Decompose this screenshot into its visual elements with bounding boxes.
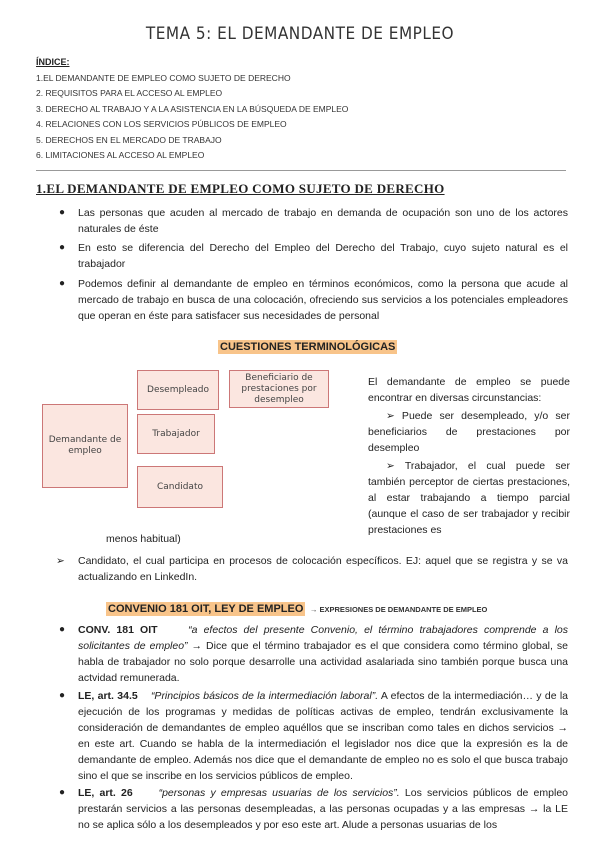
bullet-icon: ● xyxy=(59,690,66,701)
terminology-item: ➢ Trabajador, el cual puede ser también perceptor de ciertas prestaciones, al estar trabajando a tiempo parcial (aunque el caso de ser trabajador y recibir prestaciones es xyxy=(368,460,570,536)
list-item: ● Las personas que acuden al mercado de trabajo en demanda de ocupación son uno de los actores naturales de éste xyxy=(59,207,568,235)
list-item: ● LE, art. 34.5 “Principios básicos de la intermediación laboral”. A efectos de la intermediación… y de la ejecución de los programas y medidas de políticas activas de empleo, tendrán exclusivamente la consideración de demandantes de empleo aquéllos que se inscriban como tales en dichos servicios → en este art. Cuando se habla de la intermediación el legislador nos dice que la expresión es la de demandante de empleo. Además nos dice que el demandante de empleo no es solo el que busca trabajo sino el que se inscribe en los servicios públicos de empleo. xyxy=(59,690,569,782)
diagram-box-desempleado: Desempleado xyxy=(137,370,219,410)
list-item: ● LE, art. 26 “personas y empresas usuarias de los servicios”. Los servicios públicos de empleo prestarán servicios a las personas desempleadas, a las personas ocupadas y a las empresas → la LE no se aplica sólo a los desempleados y por eso este art. Alude a personas usuarias de los xyxy=(59,787,568,831)
terminology-item: ➢ Candidato, el cual participa en procesos de colocación específicos. EJ: aquel que se registra y se va actualizando en LinkedIn. xyxy=(56,555,568,583)
list-item: ● Podemos definir al demandante de empleo en términos económicos, como la persona que acude al mercado de trabajo en busca de una colocación, ofreciendo sus servicios a los potenciales empleadores que operan en éste para satisfacer sus necesidades de personal xyxy=(59,278,568,322)
bullet-icon: ● xyxy=(59,207,66,218)
index-heading: ÍNDICE: xyxy=(36,57,70,67)
arrow-icon: ➢ xyxy=(56,555,65,567)
diagram-box-beneficiario: Beneficiario de prestaciones por desempleo xyxy=(229,370,329,408)
bullet-icon: ● xyxy=(59,787,66,798)
diagram-box-demandante: Demandante de empleo xyxy=(42,404,128,488)
list-item: ● En esto se diferencia del Derecho del Empleo del Derecho del Trabajo, cuyo sujeto natural es el trabajador xyxy=(59,242,568,270)
index-item: 6. LIMITACIONES AL ACCESO AL EMPLEO xyxy=(36,150,205,160)
bullet-icon: ● xyxy=(59,624,66,635)
bullet-icon: ● xyxy=(59,242,66,253)
convenio-heading: CONVENIO 181 OIT, LEY DE EMPLEO → EXPRESIONES DE DEMANDANTE DE EMPLEO xyxy=(108,603,488,615)
diagram-box-trabajador: Trabajador xyxy=(137,414,215,454)
terminology-item-end: menos habitual) xyxy=(106,533,181,545)
index-item: 1.EL DEMANDANTE DE EMPLEO COMO SUJETO DE DERECHO xyxy=(36,73,291,83)
index-item: 4. RELACIONES CON LOS SERVICIOS PÚBLICOS DE EMPLEO xyxy=(36,119,287,129)
diagram-box-candidato: Candidato xyxy=(137,466,223,508)
bullet-icon: ● xyxy=(59,278,66,289)
page-title: TEMA 5: EL DEMANDANTE DE EMPLEO xyxy=(145,24,455,44)
terminology-item: ➢ Puede ser desempleado, y/o ser beneficiarios de prestaciones por desempleo xyxy=(368,410,570,454)
terminology-heading: CUESTIONES TERMINOLÓGICAS xyxy=(220,341,396,353)
list-item: ● CONV. 181 OIT “a efectos del presente Convenio, el término trabajadores comprende a los solicitantes de empleo” → Dice que el término trabajador es el que considera como término global, se habla de trabajador no solo porque desarrolle una actividad asalariada sino también porque busca una actvidad remunerada. xyxy=(59,624,568,684)
terminology-intro: El demandante de empleo se puede encontrar en diversas circunstancias: xyxy=(368,376,570,404)
section-heading: 1.EL DEMANDANTE DE EMPLEO COMO SUJETO DE DERECHO xyxy=(36,181,445,196)
index-item: 5. DERECHOS EN EL MERCADO DE TRABAJO xyxy=(36,135,222,145)
index-item: 3. DERECHO AL TRABAJO Y A LA ASISTENCIA EN LA BÚSQUEDA DE EMPLEO xyxy=(36,104,349,114)
index-item: 2. REQUISITOS PARA EL ACCESO AL EMPLEO xyxy=(36,88,223,98)
